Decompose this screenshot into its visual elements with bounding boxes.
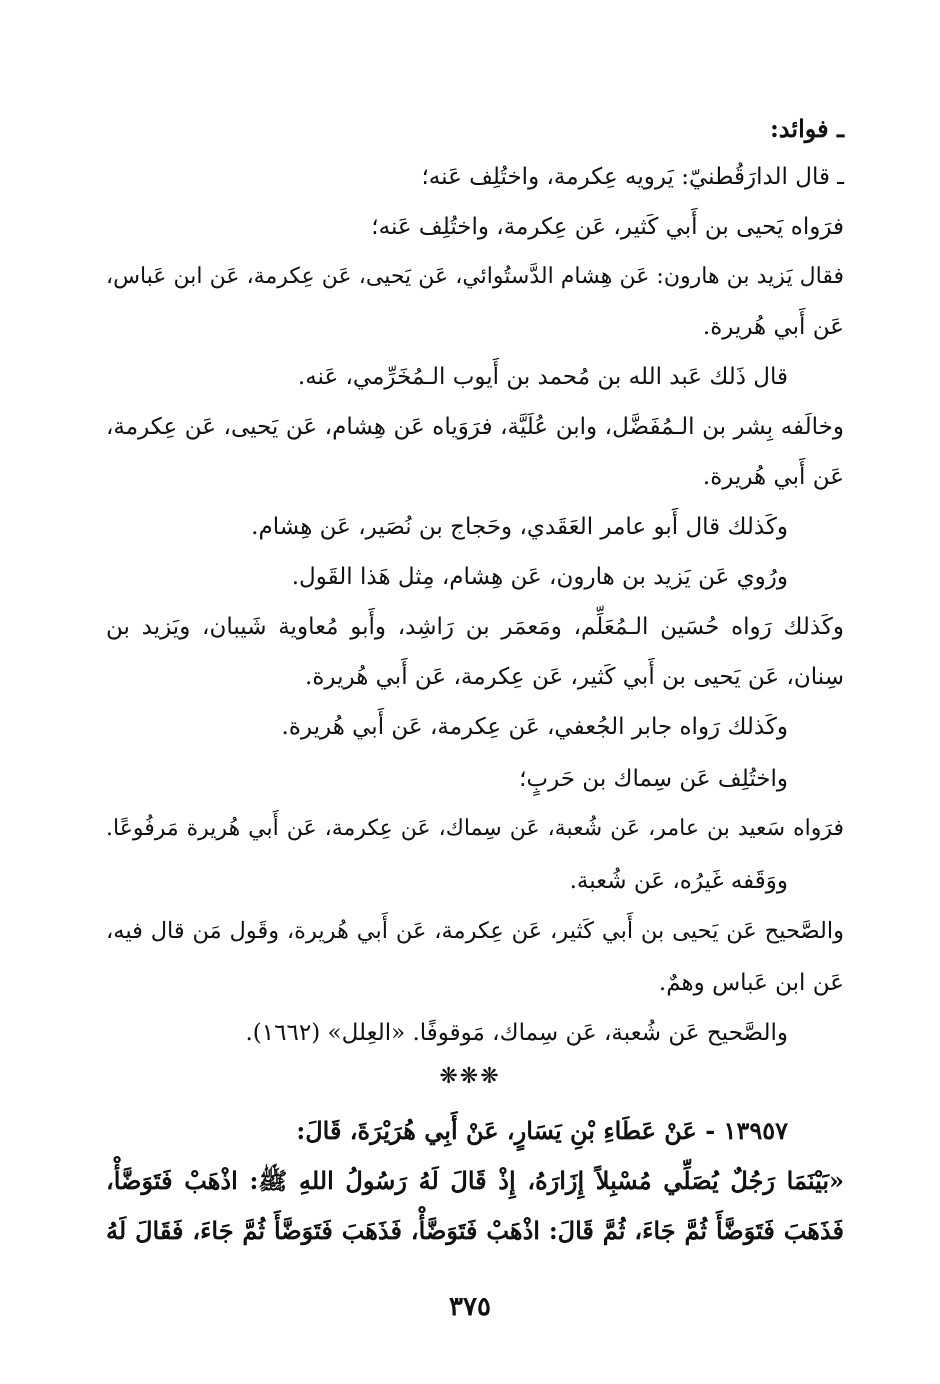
- text-line: ـ قال الدارَقُطنيّ: يَرويه عِكرمة، واختُلِف عَنه؛: [421, 164, 844, 190]
- text-line: فرَواه سَعيد بن عامر، عَن شُعبة، عَن سِماك، عَن عِكرمة، عَن أَبي هُريرة مَرفُوعًا.: [106, 816, 844, 841]
- section-separator: ❋❋❋: [439, 1064, 501, 1089]
- text-line: ووَقَفه غَيرُه، عَن شُعبة.: [569, 868, 788, 894]
- text-line: واختُلِف عَن سِماك بن حَربٍ؛: [519, 766, 788, 792]
- text-line: والصَّحيح عَن شُعبة، عَن سِماك، مَوقوفًا. «العِلل» (١٦٦٢).: [245, 1020, 788, 1046]
- text-line: عَن ابن عَباس وهمٌ.: [658, 970, 844, 996]
- text-line: وخالَفه بِشر بن الـمُفَضَّل، وابن عُلَيَّة، فرَوَياه عَن هِشام، عَن يَحيى، عَن عِكرمة،: [106, 414, 844, 440]
- hadith-text-line: «بَيْنَمَا رَجُلٌ يُصَلِّي مُسْبِلاً إِزَارَهُ، إِذْ قَالَ لَهُ رَسُولُ اللهِ ﷺ: اذْهَبْ فَتَوَضَّأْ،: [106, 1166, 844, 1195]
- text-line: وكَذلك رَواه جابر الجُعفي، عَن عِكرمة، عَن أَبي هُريرة.: [281, 714, 788, 740]
- text-line: فقال يَزيد بن هارون: عَن هِشام الدَّستُوائي، عَن يَحيى، عَن عِكرمة، عَن ابن عَباس،: [106, 264, 844, 289]
- text-line: وكَذلك رَواه حُسَين الـمُعَلِّم، ومَعمَر بن رَاشِد، وأَبو مُعاوية شَيبان، ويَزيد بن: [106, 614, 844, 640]
- text-line: عَن أَبي هُريرة.: [702, 464, 844, 490]
- hadith-header: ١٣٩٥٧ - عَنْ عَطَاءِ بْنِ يَسَارٍ، عَنْ أَبِي هُرَيْرَةَ، قَالَ:: [296, 1116, 788, 1145]
- text-line: قال ذَلك عَبد الله بن مُحمد بن أَيوب الـمُخَرِّمي، عَنه.: [297, 364, 788, 390]
- hadith-text-line: فَذَهَبَ فَتَوَضَّأَ ثُمَّ جَاءَ، ثُمَّ قَالَ: اذْهَبْ فَتَوَضَّأْ، فَذَهَبَ فَتَوَضَّأَ ثُمَّ جَاءَ، فَقَالَ لَهُ: [106, 1216, 844, 1245]
- section-heading: ـ فوائد:: [769, 114, 844, 143]
- text-line: ورُوي عَن يَزيد بن هارون، عَن هِشام، مِثل هَذا القَول.: [291, 564, 788, 590]
- text-line: عَن أَبي هُريرة.: [702, 314, 844, 340]
- text-line: والصَّحيح عَن يَحيى بن أَبي كَثير، عَن عِكرمة، عَن أَبي هُريرة، وقَول مَن قال فيه،: [106, 918, 844, 944]
- text-line: وكَذلك قال أَبو عامر العَقَدي، وحَجاج بن نُصَير، عَن هِشام.: [251, 514, 788, 540]
- text-line: فرَواه يَحيى بن أَبي كَثير، عَن عِكرمة، واختُلِف عَنه؛: [371, 214, 844, 240]
- text-line: سِنان، عَن يَحيى بن أَبي كَثير، عَن عِكرمة، عَن أَبي هُريرة.: [305, 664, 844, 690]
- page-number: ٣٧٥: [449, 1292, 491, 1322]
